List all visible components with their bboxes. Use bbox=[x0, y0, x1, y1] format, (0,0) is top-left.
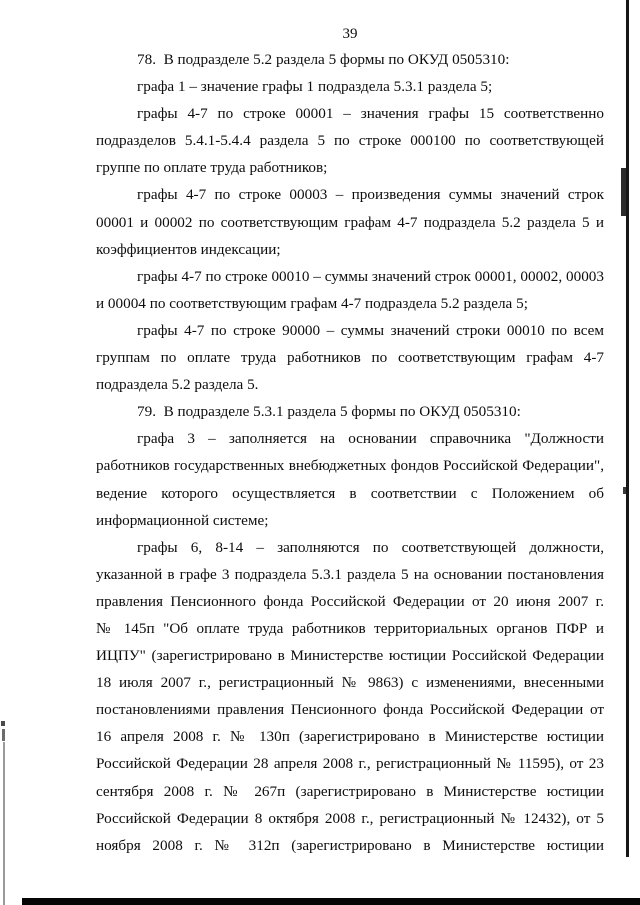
scan-artifact-bottom-bar bbox=[22, 898, 640, 905]
scan-artifact-left-edge-dot bbox=[1, 721, 5, 726]
paragraph-grafy-4-7-00001: графы 4-7 по строке 00001 – значения графы 15 соответственно подразделов 5.4.1-5.4.4 раздела 5 по строке 000100 по соответствующей группе по оплате труда работников; bbox=[96, 105, 604, 177]
paragraph-grafa-1: графа 1 – значение графы 1 подраздела 5.3.1 раздела 5; bbox=[137, 78, 493, 96]
paragraph-grafy-4-7-00010: графы 4-7 по строке 00010 – суммы значений строк 00001, 00002, 00003 и 00004 по соответствующим графам 4-7 подраздела 5.2 раздела 5; bbox=[96, 267, 604, 312]
page-number: 39 bbox=[342, 26, 358, 42]
paragraph-grafy-4-7-00003: графы 4-7 по строке 00003 – произведения суммы значений строк 00001 и 00002 по соответствующим графам 4-7 подраздела 5.2 раздела 5 и коэффициентов индексации; bbox=[96, 186, 604, 258]
paragraph-item-78: 78. В подразделе 5.2 раздела 5 формы по ОКУД 0505310: bbox=[137, 51, 510, 68]
paragraph-item-79: 79. В подразделе 5.3.1 раздела 5 формы по ОКУД 0505310: bbox=[137, 403, 521, 421]
scan-artifact-right-edge-blotch bbox=[621, 168, 626, 216]
scan-artifact-right-edge-speck bbox=[623, 487, 626, 494]
paragraph-grafa-3: графа 3 – заполняется на основании справочника "Должности работников государственных внебюджетных фондов Российской Федерации", ведение которого осуществляется в соответствии с Положением об информационной системе; bbox=[96, 430, 604, 529]
document-body bbox=[96, 46, 604, 859]
scan-artifact-left-edge-dash bbox=[2, 729, 5, 741]
scan-artifact-left-edge-line bbox=[3, 742, 5, 905]
paragraph-grafy-6-8-14: графы 6, 8-14 – заполняются по соответствующей должности, указанной в графе 3 подраздела 5.3.1 раздела 5 на основании постановления правления Пенсионного фонда Российской Федерации от 20 июня 2007 г. № 145п "Об оплате труда работников территориальных органов ПФР и ИЦПУ" (зарегистрировано в Министерстве юстиции Российской Федерации 18 июля 2007 г., регистрационный № 9863) с изменениями, внесенными постановлениями правления Пенсионного фонда Российской Федерации от 16 апреля 2008 г. № 130п (зарегистрировано в Министерстве юстиции Российской Федерации 28 апреля 2008 г., регистрационный № 11595), от 23 сентября 2008 г. № 267п (зарегистрировано в Министерстве юстиции Российской Федерации 8 октября 2008 г., регистрационный № 12432), от 5 ноября 2008 г. № 312п (зарегистрировано в Министерстве юстиции bbox=[96, 538, 604, 854]
scan-artifact-right-edge-line bbox=[626, 0, 629, 857]
paragraph-grafy-4-7-90000: графы 4-7 по строке 90000 – суммы значений строки 00010 по всем группам по оплате труда работников по соответствующим графам 4-7 подраздела 5.2 раздела 5. bbox=[96, 321, 604, 394]
